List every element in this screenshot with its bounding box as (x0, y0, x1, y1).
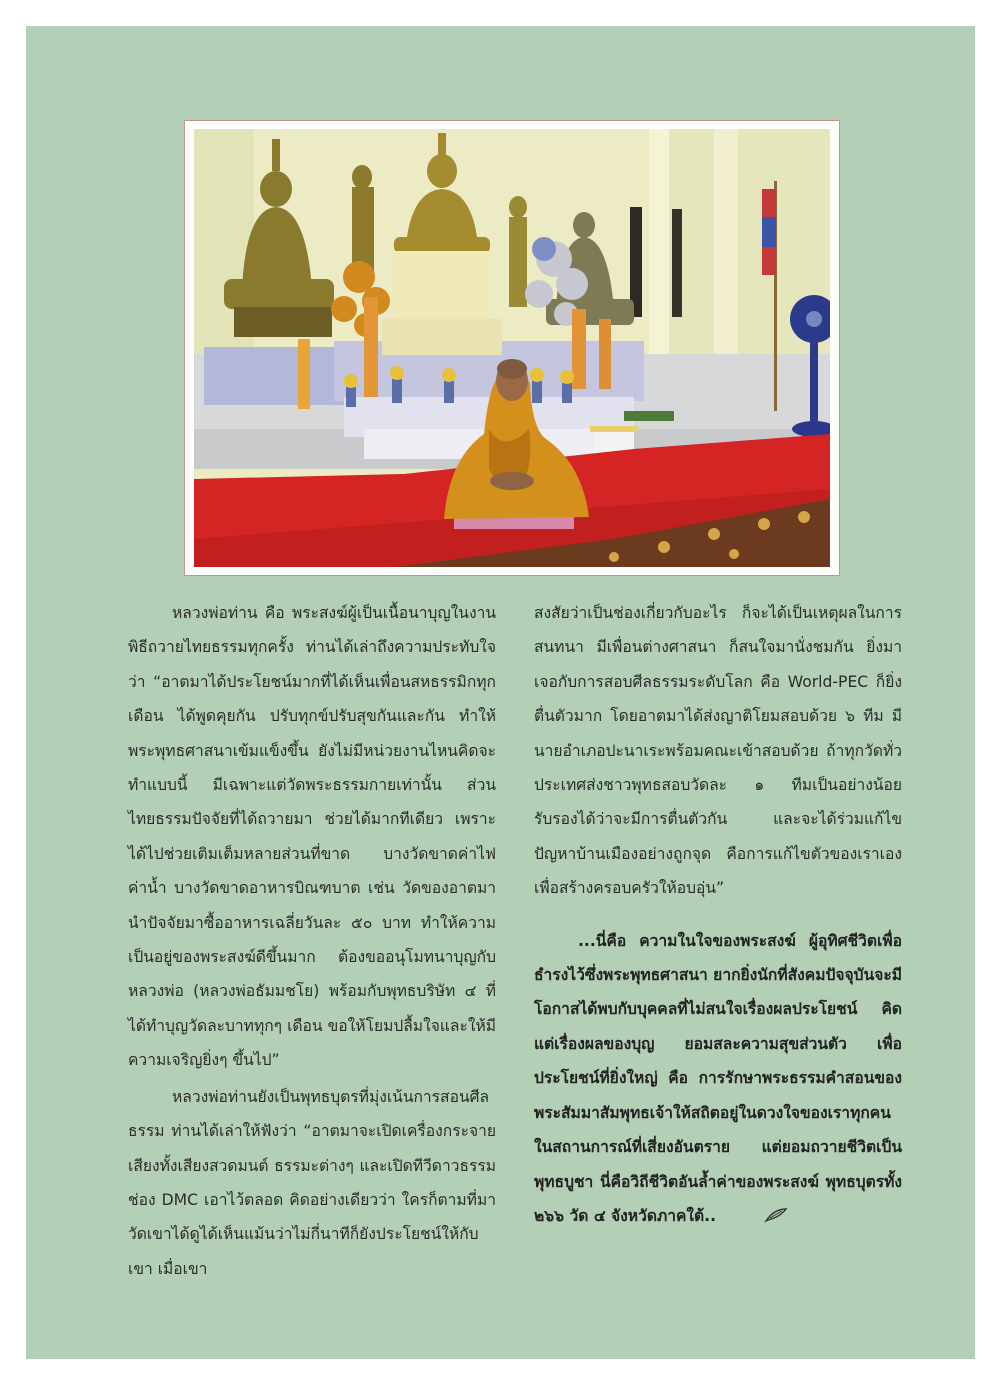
photo-frame (184, 120, 840, 576)
left-paragraph-2: หลวงพ่อท่านยังเป็นพุทธบุตรที่มุ่งเน้นการสอนศีลธรรม ท่านได้เล่าให้ฟังว่า “อาตมาจะเปิดเครื่องกระจายเสียงทั้งเสียงสวดมนต์ ธรรมะต่างๆ และเปิดทีวีดาวธรรม ช่อง DMC เอาไว้ตลอด คิดอย่างเดียวว่า ใครก็ตามที่มาวัดเขาได้ดูได้เห็นแม้นว่าไม่กี่นาทีก็ยังประโยชน์ให้กับเขา เมื่อเขา (128, 1087, 496, 1278)
left-text-column (128, 596, 496, 1286)
monk-shrine-photo (194, 129, 830, 567)
right-paragraph-2 (534, 924, 902, 1236)
feather-end-mark-icon (720, 1201, 788, 1235)
left-paragraph-1: หลวงพ่อท่าน คือ พระสงฆ์ผู้เป็นเนื้อนาบุญในงานพิธีถวายไทยธรรมทุกครั้ง ท่านได้เล่าถึงความประทับใจว่า “อาตมาได้ประโยชน์มากที่ได้เห็นเพื่อนสหธรรมิกทุกเดือน ได้พูดคุยกัน ปรับทุกข์ปรับสุขกันและกัน ทำให้พระพุทธศาสนาเข้มแข็งขึ้น ยังไม่มีหน่วยงานไหนคิดจะทำแบบนี้ มีเฉพาะแต่วัดพระธรรมกายเท่านั้น ส่วนไทยธรรมปัจจัยที่ได้ถวายมา ช่วยได้มากทีเดียว เพราะได้ไปช่วยเติมเต็มหลายส่วนที่ขาด บางวัดขาดค่าไฟ ค่าน้ำ บางวัดขาดอาหารบิณฑบาต เช่น วัดของอาตมานำปัจจัยมาซื้ออาหารเฉลี่ยวันละ ๕๐ บาท ทำให้ความเป็นอยู่ของพระสงฆ์ดีขึ้นมาก ต้องขออนุโมทนาบุญกับหลวงพ่อ (หลวงพ่อธัมมชโย) พร้อมกับพุทธบริษัท ๔ ที่ได้ทำบุญวัดละบาททุกๆ เดือน ขอให้โยมปลื้มใจและให้มีความเจริญยิ่งๆ ขึ้นไป” (128, 604, 496, 1070)
right-paragraph-1: สงสัยว่าเป็นช่องเกี่ยวกับอะไร ก็จะได้เป็นเหตุผลในการสนทนา มีเพื่อนต่างศาสนา ก็สนใจมานั่งชมกัน ยิ่งมาเจอกับการสอบศีลธรรมระดับโลก คือ World-PEC ก็ยิ่งตื่นตัวมาก โดยอาตมาได้ส่งญาติโยมสอบด้วย ๖ ทีม มีนายอำเภอปะนาเระพร้อมคณะเข้าสอบด้วย ถ้าทุกวัดทั่วประเทศส่งชาวพุทธสอบวัดละ ๑ ทีมเป็นอย่างน้อย รับรองได้ว่าจะมีการตื่นตัวกัน และจะได้ร่วมแก้ไขปัญหาบ้านเมืองอย่างถูกจุด คือการแก้ไขตัวของเราเองเพื่อสร้างครอบครัวให้อบอุ่น” (534, 604, 902, 898)
closing-statement-text: ...นี่คือ ความในใจของพระสงฆ์ ผู้อุทิศชีวิตเพื่อธำรงไว้ซึ่งพระพุทธศาสนา ยากยิ่งนักที่สังคมปัจจุบันจะมีโอกาสได้พบกับบุคคลที่ไม่สนใจเรื่องผลประโยชน์ คิดแต่เรื่องผลของบุญ ยอมสละความสุขส่วนตัว เพื่อประโยชน์ที่ยิ่งใหญ่ คือ การรักษาพระธรรมคำสอนของพระสัมมาสัมพุทธเจ้าให้สถิตอยู่ในดวงใจของเราทุกคน ในสถานการณ์ที่เสี่ยงอันตราย แต่ยอมถวายชีวิตเป็นพุทธบูชา นี่คือวิถีชีวิตอันล้ำค่าของพระสงฆ์ พุทธบุตรทั้ง ๒๖๖ วัด ๔ จังหวัดภาคใต้.. (534, 931, 903, 1225)
right-text-column (534, 596, 902, 1235)
